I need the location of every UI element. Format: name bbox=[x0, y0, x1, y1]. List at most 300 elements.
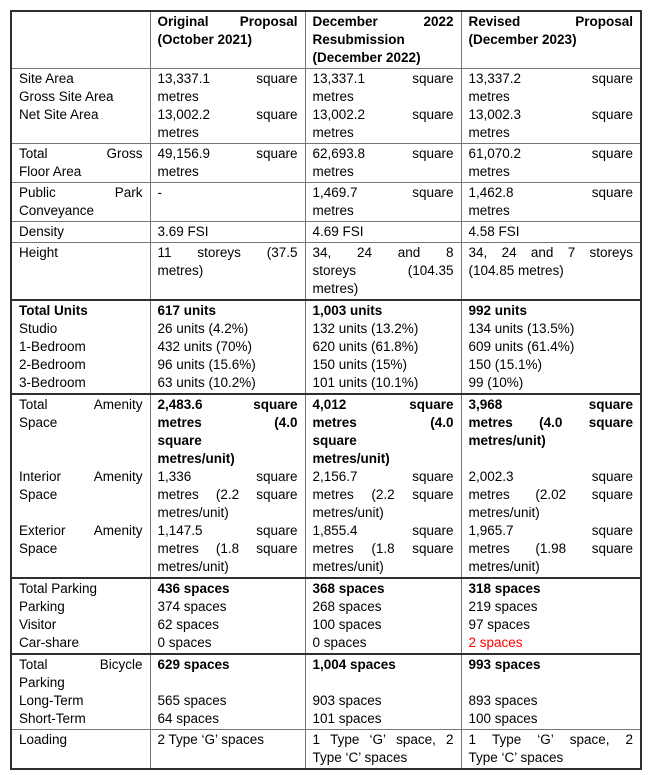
cell-line: 620 units (61.8%) bbox=[312, 339, 419, 354]
word: 1,147.5 bbox=[157, 523, 203, 538]
word: 13,002.2 bbox=[157, 107, 211, 122]
word: square bbox=[256, 487, 298, 502]
word: (4.0 bbox=[274, 415, 298, 430]
cell-line: metres/unit) bbox=[157, 505, 229, 520]
row-bicycle-parking-cell-original-proposal bbox=[150, 654, 305, 730]
word: 11 bbox=[157, 245, 172, 260]
cell-line bbox=[313, 540, 454, 558]
cell-line bbox=[313, 70, 454, 88]
word: 13,337.2 bbox=[468, 71, 522, 86]
word: and bbox=[397, 245, 421, 260]
cell-line: 903 spaces bbox=[312, 693, 382, 708]
cell-line: metres bbox=[312, 89, 354, 104]
cell-line: 100 spaces bbox=[312, 617, 382, 632]
cell-line: metres bbox=[312, 125, 354, 140]
cell-line: 432 units (70%) bbox=[157, 339, 253, 354]
cell-line: Site Area bbox=[19, 71, 74, 86]
row-height-cell-original-proposal bbox=[150, 243, 305, 301]
row-amenity-space-cell-revised-proposal bbox=[461, 394, 641, 578]
cell-line: metres bbox=[468, 203, 510, 218]
cell-line: 26 units (4.2%) bbox=[157, 321, 249, 336]
cell-line: 318 spaces bbox=[468, 581, 541, 596]
cell-line: 1-Bedroom bbox=[19, 339, 86, 354]
row-units-cell-label bbox=[11, 300, 150, 394]
row-public-park-conveyance-cell-resubmission-2022 bbox=[305, 183, 461, 222]
cell-line: (December 2023) bbox=[468, 32, 577, 47]
cell-line: 617 units bbox=[157, 303, 217, 318]
word: 13,002.2 bbox=[312, 107, 366, 122]
cell-line bbox=[19, 468, 143, 486]
cell-line bbox=[469, 731, 634, 749]
row-loading-cell-original-proposal bbox=[150, 730, 305, 770]
word: square bbox=[591, 71, 633, 86]
row-height-cell-resubmission-2022 bbox=[305, 243, 461, 301]
row-amenity-space-cell-original-proposal bbox=[150, 394, 305, 578]
cell-line bbox=[158, 540, 298, 558]
word: metres bbox=[157, 487, 199, 502]
cell-line bbox=[19, 504, 143, 522]
word: square bbox=[588, 397, 633, 412]
cell-line: Floor Area bbox=[19, 164, 82, 179]
cell-line bbox=[158, 396, 298, 414]
word: 34, bbox=[468, 245, 488, 260]
word: Total bbox=[19, 397, 48, 412]
cell-line bbox=[469, 244, 634, 262]
word: storeys bbox=[312, 263, 357, 278]
cell-line bbox=[158, 145, 298, 163]
cell-line bbox=[313, 396, 454, 414]
cell-line: 992 units bbox=[468, 303, 528, 318]
word: square bbox=[409, 397, 454, 412]
cell-line: 219 spaces bbox=[468, 599, 538, 614]
cell-line bbox=[469, 450, 634, 468]
cell-line: 64 spaces bbox=[157, 711, 220, 726]
cell-line bbox=[158, 13, 298, 31]
header-row-cell-resubmission-2022 bbox=[305, 11, 461, 69]
word: 13,002.3 bbox=[468, 107, 522, 122]
cell-line bbox=[469, 674, 634, 692]
row-height bbox=[11, 243, 641, 301]
word: square bbox=[591, 185, 633, 200]
row-total-gross-floor-area bbox=[11, 144, 641, 183]
word: square bbox=[412, 469, 454, 484]
word: 4,012 bbox=[312, 397, 347, 412]
word: storeys bbox=[197, 245, 241, 260]
word: square bbox=[412, 107, 454, 122]
proposal-comparison-table bbox=[10, 10, 642, 770]
cell-line bbox=[313, 184, 454, 202]
word: ‘G’ bbox=[537, 732, 554, 747]
cell-line: square bbox=[312, 433, 357, 448]
cell-line: 62 spaces bbox=[157, 617, 220, 632]
cell-line bbox=[313, 414, 454, 432]
row-units bbox=[11, 300, 641, 394]
cell-line bbox=[158, 414, 298, 432]
cell-line bbox=[469, 13, 634, 31]
cell-line: (October 2021) bbox=[157, 32, 253, 47]
cell-line bbox=[469, 396, 634, 414]
row-public-park-conveyance-cell-original-proposal bbox=[150, 183, 305, 222]
cell-line bbox=[313, 731, 454, 749]
word: square bbox=[412, 185, 454, 200]
word: Bicycle bbox=[99, 657, 143, 672]
row-public-park-conveyance-cell-revised-proposal bbox=[461, 183, 641, 222]
word: storeys bbox=[589, 245, 633, 260]
word: (37.5 bbox=[266, 245, 298, 260]
word: 1,336 bbox=[157, 469, 192, 484]
row-parking-cell-original-proposal bbox=[150, 578, 305, 654]
word: 1,965.7 bbox=[468, 523, 514, 538]
cell-line: metres bbox=[312, 203, 354, 218]
cell-line: Conveyance bbox=[19, 203, 95, 218]
row-units-cell-resubmission-2022 bbox=[305, 300, 461, 394]
word: metres bbox=[312, 541, 354, 556]
cell-line: Short-Term bbox=[19, 711, 86, 726]
cell-line bbox=[158, 468, 298, 486]
row-parking-cell-revised-proposal bbox=[461, 578, 641, 654]
word: square bbox=[591, 523, 633, 538]
cell-line bbox=[19, 522, 143, 540]
word: square bbox=[256, 523, 298, 538]
cell-line bbox=[313, 244, 454, 262]
cell-line bbox=[158, 486, 298, 504]
cell-line: 609 units (61.4%) bbox=[468, 339, 575, 354]
word: square bbox=[253, 397, 298, 412]
word: 24 bbox=[501, 245, 517, 260]
cell-line: 368 spaces bbox=[312, 581, 385, 596]
word: Exterior bbox=[19, 523, 66, 538]
word: Type bbox=[491, 732, 522, 747]
word: 13,337.1 bbox=[157, 71, 211, 86]
word: 49,156.9 bbox=[157, 146, 211, 161]
cell-line: metres/unit) bbox=[468, 433, 546, 448]
row-density-cell-original-proposal bbox=[150, 222, 305, 243]
word: metres bbox=[468, 541, 510, 556]
word: and bbox=[530, 245, 554, 260]
cell-line bbox=[19, 145, 143, 163]
row-amenity-space-cell-label bbox=[11, 394, 150, 578]
word: (2.2 bbox=[371, 487, 395, 502]
cell-line: 150 units (15%) bbox=[312, 357, 408, 372]
word: square bbox=[412, 146, 454, 161]
header-row-cell-original-proposal bbox=[150, 11, 305, 69]
row-units-cell-revised-proposal bbox=[461, 300, 641, 394]
word: (4.0 bbox=[539, 415, 563, 430]
row-total-gross-floor-area-cell-resubmission-2022 bbox=[305, 144, 461, 183]
row-density bbox=[11, 222, 641, 243]
cell-line: metres/unit) bbox=[312, 451, 390, 466]
row-parking-cell-label bbox=[11, 578, 150, 654]
row-units-cell-original-proposal bbox=[150, 300, 305, 394]
row-total-gross-floor-area-cell-revised-proposal bbox=[461, 144, 641, 183]
word: square bbox=[591, 487, 633, 502]
row-density-cell-label bbox=[11, 222, 150, 243]
row-site-area-cell-label bbox=[11, 69, 150, 144]
cell-line: Long-Term bbox=[19, 693, 84, 708]
cell-line bbox=[19, 450, 143, 468]
word: (2.2 bbox=[215, 487, 240, 502]
word: December bbox=[312, 14, 378, 29]
cell-line: Type ‘C’ spaces bbox=[312, 750, 408, 765]
word: 1,469.7 bbox=[312, 185, 358, 200]
word: square bbox=[256, 71, 298, 86]
cell-line bbox=[158, 244, 298, 262]
cell-line: 629 spaces bbox=[157, 657, 230, 672]
row-public-park-conveyance-cell-label bbox=[11, 183, 150, 222]
cell-line: 1,004 spaces bbox=[312, 657, 396, 672]
cell-line bbox=[313, 145, 454, 163]
cell-line bbox=[313, 674, 454, 692]
word: Proposal bbox=[575, 14, 633, 29]
cell-line: 3-Bedroom bbox=[19, 375, 86, 390]
cell-line: Parking bbox=[19, 599, 65, 614]
cell-line bbox=[158, 522, 298, 540]
cell-line: 436 spaces bbox=[157, 581, 230, 596]
cell-line: 63 units (10.2%) bbox=[157, 375, 256, 390]
cell-line: Space bbox=[19, 541, 58, 556]
word: Amenity bbox=[93, 397, 143, 412]
word: 2022 bbox=[423, 14, 454, 29]
word: metres bbox=[312, 487, 354, 502]
word: 2 bbox=[625, 732, 633, 747]
cell-line bbox=[469, 70, 634, 88]
cell-line bbox=[313, 522, 454, 540]
word: square bbox=[412, 71, 454, 86]
cell-line: - bbox=[157, 185, 162, 200]
cell-line: 3.69 FSI bbox=[157, 224, 209, 239]
word: square bbox=[591, 469, 633, 484]
row-total-gross-floor-area-cell-label bbox=[11, 144, 150, 183]
cell-line: Density bbox=[19, 224, 65, 239]
word: metres bbox=[157, 541, 199, 556]
word: square bbox=[588, 415, 633, 430]
word: 1 bbox=[468, 732, 477, 747]
cell-line: Type ‘C’ spaces bbox=[468, 750, 564, 765]
word: 1,462.8 bbox=[468, 185, 514, 200]
cell-line bbox=[469, 414, 634, 432]
word: square bbox=[256, 541, 298, 556]
cell-line: 132 units (13.2%) bbox=[312, 321, 419, 336]
word: Amenity bbox=[93, 523, 143, 538]
cell-line bbox=[19, 184, 143, 202]
cell-line: square bbox=[157, 433, 202, 448]
cell-line: metres) bbox=[312, 281, 359, 296]
cell-line: 0 spaces bbox=[157, 635, 212, 650]
cell-line bbox=[469, 184, 634, 202]
cell-line: Space bbox=[19, 487, 58, 502]
row-amenity-space bbox=[11, 394, 641, 578]
cell-line: metres bbox=[157, 164, 199, 179]
cell-line bbox=[313, 468, 454, 486]
table-body bbox=[11, 11, 641, 769]
word: square bbox=[591, 146, 633, 161]
cell-line bbox=[158, 674, 298, 692]
row-loading-cell-label bbox=[11, 730, 150, 770]
word: 2,483.6 bbox=[157, 397, 203, 412]
cell-line: metres) bbox=[157, 263, 204, 278]
cell-line: Total Units bbox=[19, 303, 88, 318]
cell-line: Net Site Area bbox=[19, 107, 99, 122]
word: square bbox=[412, 487, 454, 502]
word: space, bbox=[396, 732, 436, 747]
word: square bbox=[256, 469, 298, 484]
word: 2 bbox=[445, 732, 454, 747]
cell-line bbox=[313, 486, 454, 504]
cell-line: metres/unit) bbox=[312, 559, 384, 574]
word: Interior bbox=[19, 469, 62, 484]
word: Public bbox=[19, 185, 56, 200]
row-public-park-conveyance bbox=[11, 183, 641, 222]
word: metres bbox=[468, 487, 510, 502]
word: (104.35 bbox=[407, 263, 454, 278]
word: square bbox=[256, 146, 298, 161]
cell-line bbox=[158, 70, 298, 88]
header-row bbox=[11, 11, 641, 69]
word: (4.0 bbox=[430, 415, 454, 430]
cell-line: 134 units (13.5%) bbox=[468, 321, 575, 336]
word: square bbox=[591, 107, 633, 122]
cell-line: metres/unit) bbox=[157, 451, 235, 466]
cell-line: Height bbox=[19, 245, 59, 260]
cell-line: metres bbox=[468, 164, 510, 179]
word: square bbox=[591, 541, 633, 556]
row-site-area-cell-revised-proposal bbox=[461, 69, 641, 144]
row-bicycle-parking-cell-revised-proposal bbox=[461, 654, 641, 730]
cell-line bbox=[19, 656, 143, 674]
cell-line: 4.58 FSI bbox=[468, 224, 520, 239]
word: 62,693.8 bbox=[312, 146, 366, 161]
word: Proposal bbox=[239, 14, 298, 29]
cell-line: 4.69 FSI bbox=[312, 224, 364, 239]
cell-line: 0 spaces bbox=[312, 635, 367, 650]
word: 1,855.4 bbox=[312, 523, 358, 538]
cell-line bbox=[19, 396, 143, 414]
word: metres bbox=[468, 415, 513, 430]
row-site-area-cell-original-proposal bbox=[150, 69, 305, 144]
cell-line: 1,003 units bbox=[312, 303, 383, 318]
cell-line: Parking bbox=[19, 675, 65, 690]
word: Original bbox=[157, 14, 209, 29]
cell-line: Resubmission bbox=[312, 32, 405, 47]
cell-line: 100 spaces bbox=[468, 711, 538, 726]
cell-line bbox=[313, 13, 454, 31]
word: 3,968 bbox=[468, 397, 503, 412]
cell-line: 150 (15.1%) bbox=[468, 357, 543, 372]
cell-line: metres bbox=[468, 125, 510, 140]
cell-line: (December 2022) bbox=[312, 50, 421, 65]
cell-line: 893 spaces bbox=[468, 693, 538, 708]
cell-line: 101 units (10.1%) bbox=[312, 375, 419, 390]
header-row-cell-revised-proposal bbox=[461, 11, 641, 69]
word: square bbox=[412, 541, 454, 556]
word: 13,337.1 bbox=[312, 71, 366, 86]
word: square bbox=[256, 107, 298, 122]
word: 34, bbox=[312, 245, 332, 260]
row-density-cell-revised-proposal bbox=[461, 222, 641, 243]
cell-line bbox=[158, 106, 298, 124]
cell-line: 2 Type ‘G’ spaces bbox=[157, 732, 265, 747]
cell-line: metres/unit) bbox=[312, 505, 384, 520]
cell-line: 97 spaces bbox=[468, 617, 531, 632]
cell-line: 96 units (15.6%) bbox=[157, 357, 256, 372]
cell-line: (104.85 metres) bbox=[468, 263, 564, 278]
word: square bbox=[412, 523, 454, 538]
cell-line: Studio bbox=[19, 321, 58, 336]
cell-line: metres bbox=[157, 89, 199, 104]
cell-line bbox=[19, 432, 143, 450]
word: (1.8 bbox=[215, 541, 240, 556]
row-parking-cell-resubmission-2022 bbox=[305, 578, 461, 654]
cell-line bbox=[469, 106, 634, 124]
cell-line: Total Parking bbox=[19, 581, 98, 596]
word: metres bbox=[312, 415, 357, 430]
row-density-cell-resubmission-2022 bbox=[305, 222, 461, 243]
word: Revised bbox=[468, 14, 521, 29]
word: Total bbox=[19, 657, 48, 672]
cell-line: 101 spaces bbox=[312, 711, 382, 726]
row-height-cell-revised-proposal bbox=[461, 243, 641, 301]
cell-line: metres/unit) bbox=[157, 559, 229, 574]
cell-line: Car-share bbox=[19, 635, 80, 650]
word: 61,070.2 bbox=[468, 146, 522, 161]
word: Type bbox=[330, 732, 360, 747]
word: 2,002.3 bbox=[468, 469, 514, 484]
row-loading bbox=[11, 730, 641, 770]
word: Gross bbox=[106, 146, 143, 161]
cell-line: 2 spaces bbox=[468, 635, 523, 650]
word: 2,156.7 bbox=[312, 469, 358, 484]
word: ‘G’ bbox=[369, 732, 386, 747]
row-site-area-cell-resubmission-2022 bbox=[305, 69, 461, 144]
cell-line: 2-Bedroom bbox=[19, 357, 86, 372]
cell-line: metres/unit) bbox=[468, 505, 540, 520]
row-loading-cell-revised-proposal bbox=[461, 730, 641, 770]
cell-line: metres bbox=[312, 164, 354, 179]
cell-line: 565 spaces bbox=[157, 693, 227, 708]
cell-line: 268 spaces bbox=[312, 599, 382, 614]
cell-line: Gross Site Area bbox=[19, 89, 114, 104]
row-amenity-space-cell-resubmission-2022 bbox=[305, 394, 461, 578]
word: 24 bbox=[356, 245, 373, 260]
row-loading-cell-resubmission-2022 bbox=[305, 730, 461, 770]
word: metres bbox=[157, 415, 202, 430]
cell-line bbox=[313, 106, 454, 124]
cell-line bbox=[469, 468, 634, 486]
cell-line bbox=[469, 486, 634, 504]
row-total-gross-floor-area-cell-original-proposal bbox=[150, 144, 305, 183]
word: (2.02 bbox=[535, 487, 567, 502]
word: Amenity bbox=[93, 469, 143, 484]
word: space, bbox=[569, 732, 610, 747]
row-bicycle-parking-cell-resubmission-2022 bbox=[305, 654, 461, 730]
cell-line bbox=[469, 540, 634, 558]
word: Total bbox=[19, 146, 48, 161]
word: 1 bbox=[312, 732, 321, 747]
word: 8 bbox=[445, 245, 454, 260]
cell-line: Space bbox=[19, 415, 58, 430]
cell-line: metres/unit) bbox=[468, 559, 540, 574]
row-height-cell-label bbox=[11, 243, 150, 301]
word: (1.98 bbox=[535, 541, 567, 556]
cell-line: 99 (10%) bbox=[468, 375, 524, 390]
cell-line: metres bbox=[157, 125, 199, 140]
row-bicycle-parking-cell-label bbox=[11, 654, 150, 730]
cell-line: Visitor bbox=[19, 617, 57, 632]
row-parking bbox=[11, 578, 641, 654]
cell-line: Loading bbox=[19, 732, 68, 747]
word: (1.8 bbox=[371, 541, 395, 556]
cell-line: metres bbox=[468, 89, 510, 104]
